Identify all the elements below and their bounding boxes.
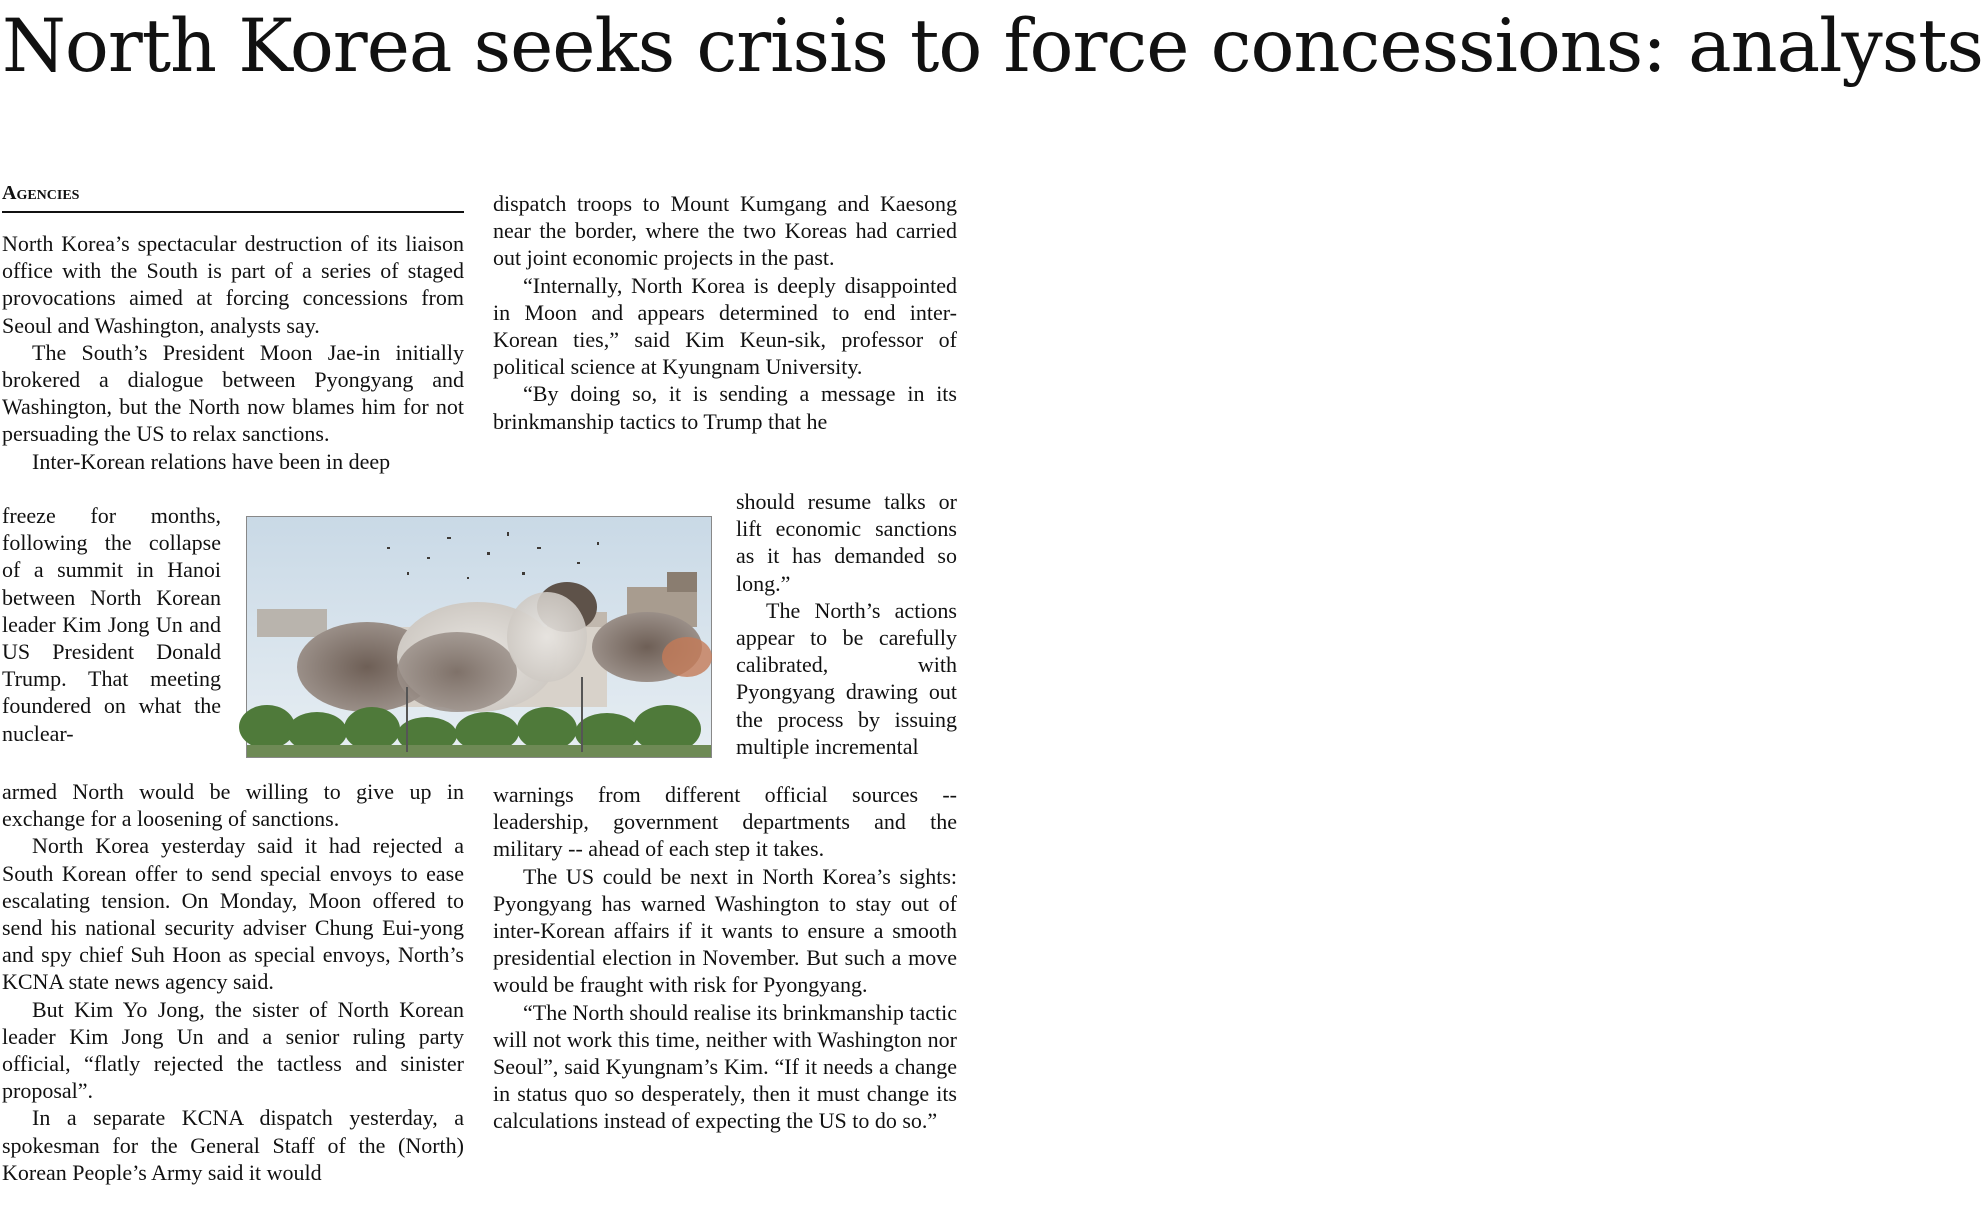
left-column-bottom bbox=[2, 778, 464, 1186]
paragraph: dispatch troops to Mount Kumgang and Kaesong near the border, where the two Koreas had carried out joint economic projects in the past. bbox=[493, 191, 957, 271]
paragraph: The South’s President Moon Jae-in initially brokered a dialogue between Pyongyang and Washington, but the North now blames him for not persuading the US to relax sanctions. bbox=[2, 339, 464, 447]
right-column-bottom bbox=[493, 781, 957, 1135]
paragraph: The US could be next in North Korea’s sights: Pyongyang has warned Washington to stay out of inter-Korean affairs if it wants to ensure a smooth presidential election in November. But such a move would be fraught with risk for Pyongyang. bbox=[493, 863, 957, 998]
explosion-photo-illustration bbox=[247, 517, 711, 757]
paragraph: North Korea yesterday said it had rejected a South Korean offer to send special envoys to ease escalating tension. On Monday, Moon offered to send his national security adviser Chung Eui-yong and spy chief Suh Hoon as special envoys, North’s KCNA state news agency said. bbox=[2, 833, 464, 995]
right-column-wrap bbox=[736, 488, 957, 760]
headline: North Korea seeks crisis to force concessions: analysts bbox=[2, 4, 1983, 89]
paragraph: But Kim Yo Jong, the sister of North Korean leader Kim Jong Un and a senior ruling party official, “flatly rejected the tactless and sinister proposal”. bbox=[2, 996, 464, 1104]
paragraph: The North’s actions appear to be carefully calibrated, with Pyongyang drawing out the process by issuing multiple incremental bbox=[736, 597, 957, 759]
paragraph: “By doing so, it is sending a message in its brinkmanship tactics to Trump that he bbox=[493, 381, 957, 434]
paragraph: warnings from different official sources -- leadership, government departments and the military -- ahead of each step it takes. bbox=[493, 782, 957, 862]
right-column-top bbox=[493, 190, 957, 435]
paragraph: should resume talks or lift economic sanctions as it has demanded so long.” bbox=[736, 489, 957, 596]
paragraph: “The North should realise its brinkmanship tactic will not work this time, neither with Washington nor Seoul”, said Kyungnam’s Kim. “If it needs a change in status quo so desperately, then it must change its calculations instead of expecting the US to do so.” bbox=[493, 999, 957, 1134]
paragraph: Inter-Korean relations have been in deep bbox=[32, 448, 391, 474]
paragraph: North Korea’s spectacular destruction of its liaison office with the South is part of a series of staged provocations aimed at forcing concessions from Seoul and Washington, analysts say. bbox=[2, 231, 464, 338]
paragraph: “Internally, North Korea is deeply disappointed in Moon and appears determined to end inter-Korean ties,” said Kim Keun-sik, professor of political science at Kyungnam University. bbox=[493, 272, 957, 380]
paragraph: freeze for months, following the collapse of a summit in Hanoi between North Korean leader Kim Jong Un and US President Donald Trump. That meeting foundered on what the nuclear- bbox=[2, 503, 221, 746]
left-column-top bbox=[2, 230, 464, 475]
paragraph: In a separate KCNA dispatch yesterday, a spokesman for the General Staff of the (North) Korean People’s Army said it would bbox=[2, 1105, 464, 1185]
news-photo bbox=[246, 516, 712, 758]
paragraph: armed North would be willing to give up in exchange for a loosening of sanctions. bbox=[2, 779, 464, 832]
byline: Agencies bbox=[2, 182, 464, 213]
left-column-wrap bbox=[2, 502, 221, 747]
